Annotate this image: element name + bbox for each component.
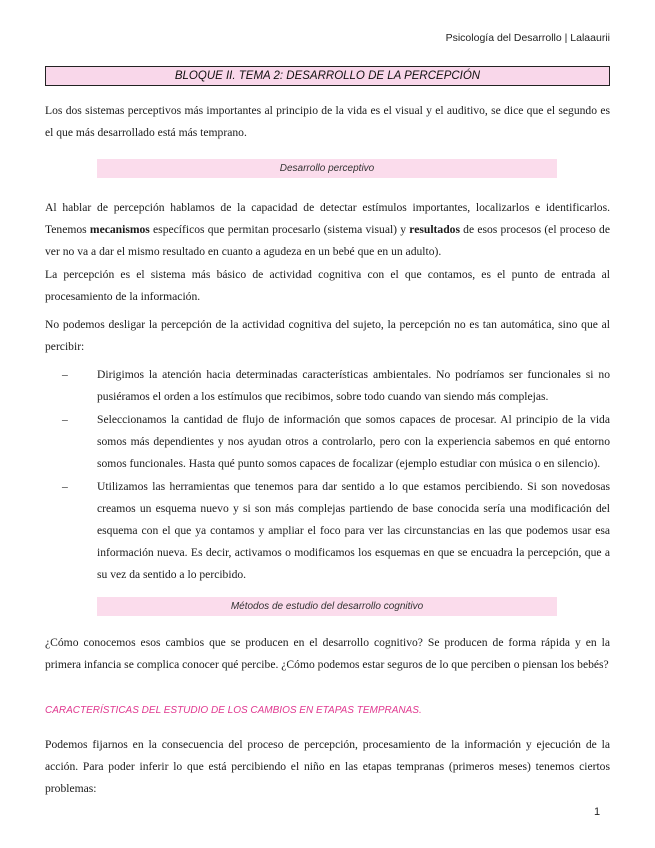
intro-paragraph: Los dos sistemas perceptivos más importantes al principio de la vida es el visual y el auditivo, se dice que el segundo es el que más desarrollado está más temprano. <box>45 104 610 139</box>
bold-term-mecanismos: mecanismos <box>89 223 150 236</box>
perception-definition-paragraph <box>45 197 610 263</box>
list-item-text: Utilizamos las herramientas que tenemos para dar sentido a lo que estamos percibiendo. Si son novedosas creamos un esquema nuevo y si son más complejas partiendo de base conocida sería una modificación del esquema con el que ya contamos y ampliar el foco para ver las circunstancias en las que podemos usar esa información nueva. Es decir, activamos o modificamos los esquemas en que se encuadra la percepción, que a su vez da sentido a lo percibido. <box>97 480 610 581</box>
list-item <box>45 409 610 475</box>
list-item <box>45 476 610 586</box>
list-item <box>45 364 610 408</box>
perception-cognitive-paragraph: No podemos desligar la percepción de la actividad cognitiva del sujeto, la percepción no es tan automática, sino que al percibir: <box>45 318 610 353</box>
text-run: Al hablar de percepción hablamos de la capacidad de detectar estímulos importantes, localizarlos e identificarlos. Tenemos <box>45 201 610 236</box>
perception-basic-paragraph: La percepción es el sistema más básico de actividad cognitiva con el que contamos, es el punto de entrada al procesamiento de la información. <box>45 268 610 303</box>
bullet-dash: – <box>62 413 68 426</box>
list-item-text: Dirigimos la atención hacia determinadas características ambientales. No podríamos ser funcionales si no pusiéramos el orden a los estímulos que recibimos, sobre todo cuando van siendo más complejas. <box>97 368 610 403</box>
bullet-dash: – <box>62 368 68 381</box>
section-heading-metodos: Métodos de estudio del desarrollo cognitivo <box>97 597 557 616</box>
page-header: Psicología del Desarrollo | Lalaaurii <box>445 32 610 44</box>
text-run: específicos que permitan procesarlo (sistema visual) y <box>149 223 410 236</box>
subheading-caracteristicas: CARACTERÍSTICAS DEL ESTUDIO DE LOS CAMBIOS EN ETAPAS TEMPRANAS. <box>45 705 422 716</box>
text-run: de esos procesos (el proceso de ver no va a dar el mismo resultado en cuanto a agudeza en un bebé que en un adulto). <box>45 223 610 258</box>
methods-question-paragraph: ¿Cómo conocemos esos cambios que se producen en el desarrollo cognitivo? Se producen de forma rápida y en la primera infancia se complica conocer qué percibe. ¿Cómo podemos estar seguros de lo que perciben o piensan los bebés? <box>45 636 610 671</box>
list-item-text: Seleccionamos la cantidad de flujo de información que somos capaces de procesar. Al principio de la vida somos más dependientes y nos ayudan otros a controlarlo, pero con la experiencia sabemos en qué entorno somos funcionales. Hasta qué punto somos capaces de focalizar (ejemplo estudiar con música o en silencio). <box>97 413 610 470</box>
document-title: BLOQUE II. TEMA 2: DESARROLLO DE LA PERCEPCIÓN <box>45 66 610 86</box>
bullet-dash: – <box>62 480 68 493</box>
inference-paragraph: Podemos fijarnos en la consecuencia del proceso de percepción, procesamiento de la información y ejecución de la acción. Para poder inferir lo que está percibiendo el niño en las etapas tempranas (primeros meses) tenemos ciertos problemas: <box>45 738 610 795</box>
page-number: 1 <box>594 806 601 818</box>
bold-term-resultados: resultados <box>409 223 460 236</box>
section-heading-desarrollo-perceptivo: Desarrollo perceptivo <box>97 159 557 178</box>
